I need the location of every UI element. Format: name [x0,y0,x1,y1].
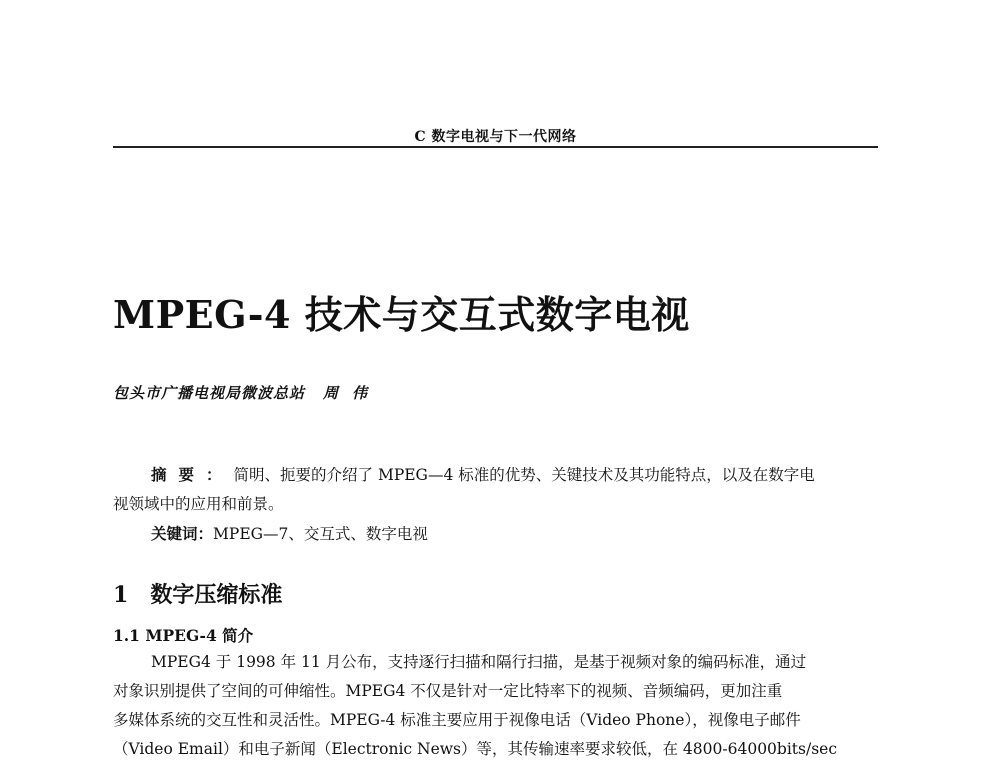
author-affiliation: 包头市广播电视局微波总站 [113,384,306,402]
keywords [113,519,878,549]
abstract-text-continued: 视领域中的应用和前景。 [113,495,284,513]
abstract-paragraph [113,460,878,490]
abstract-text: 简明、扼要的介绍了 MPEG—4 标准的优势、关键技术及其功能特点，以及在数字电 [233,466,815,484]
author-line [113,382,381,403]
section-title: 数字压缩标准 [150,582,283,608]
keywords-label: 关键词： [151,524,214,543]
author-name: 周伟 [323,384,382,402]
body-paragraph [113,648,878,764]
body-line: （Video Email）和电子新闻（Electronic News）等，其传输速率要求较低，在 4800-64000bits/sec [113,740,838,758]
running-header: C 数字电视与下一代网络 [414,129,577,145]
header-rule [113,146,878,148]
section-number: 1 [113,582,129,608]
subsection-heading: 1.1 MPEG-4 简介 [113,626,254,645]
abstract-label: 摘要： [151,465,234,484]
keywords-text: MPEG—7、交互式、数字电视 [213,525,428,543]
body-line: 对象识别提供了空间的可伸缩性。MPEG4 不仅是针对一定比特率下的视频、音频编码，更加注重 [113,682,783,700]
body-line: 多媒体系统的交互性和灵活性。MPEG-4 标准主要应用于视像电话（Video Phone），视像电子邮件 [113,711,801,729]
abstract [113,460,878,549]
body-line: MPEG4 于 1998 年 11 月公布，支持逐行扫描和隔行扫描，是基于视频对象的编码标准，通过 [151,653,807,671]
section-heading [113,578,282,609]
paper-title: MPEG-4 技术与交互式数字电视 [113,292,690,337]
